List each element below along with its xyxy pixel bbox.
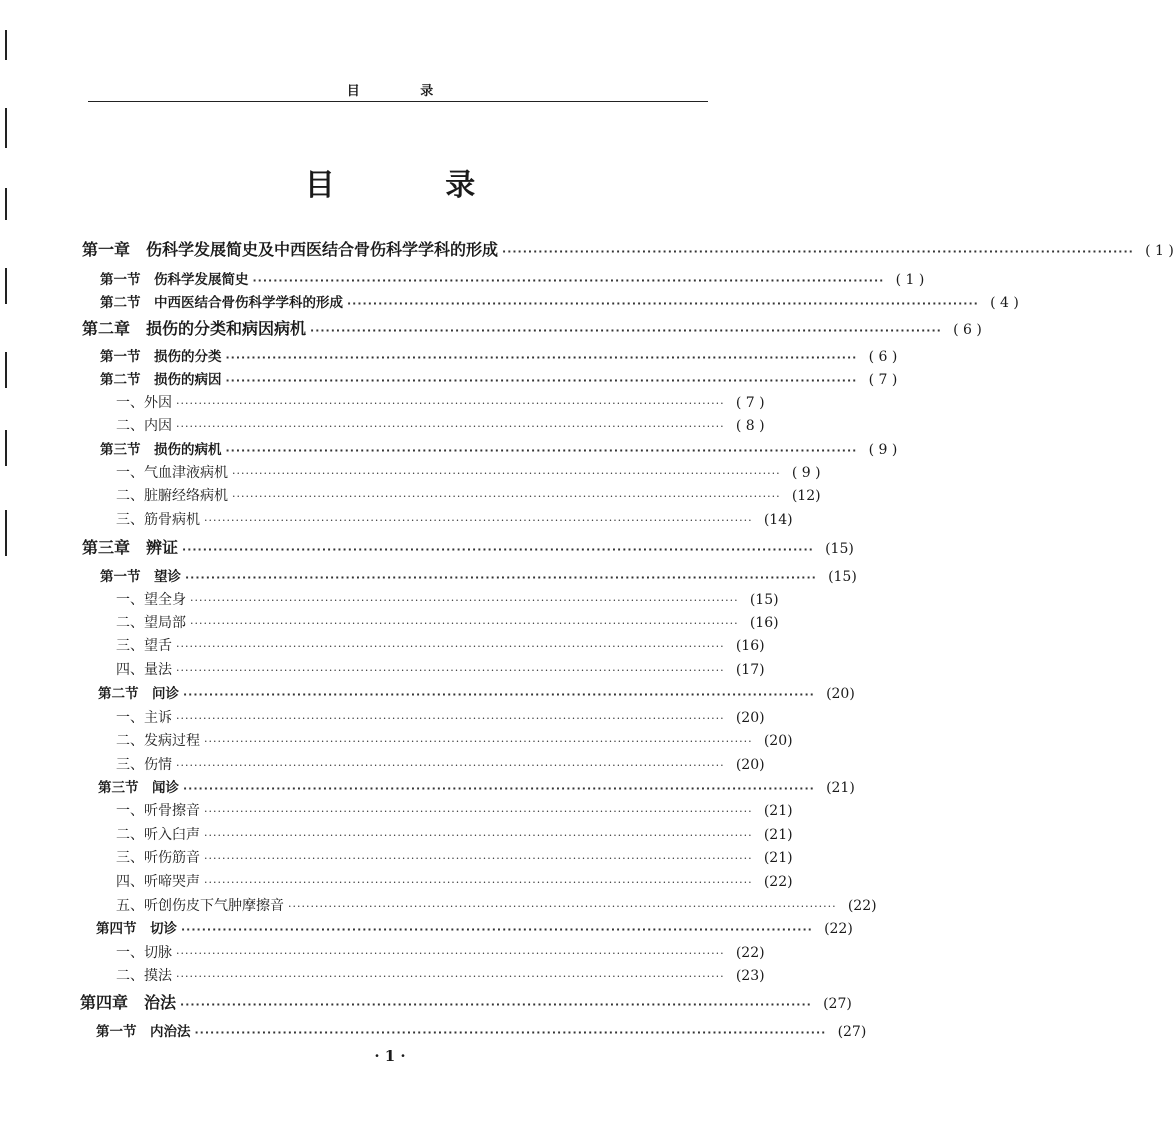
dot-leader: ·························································································································· (204, 852, 753, 865)
toc-page-number: (17) (735, 662, 765, 678)
dot-leader: ·························································································································· (252, 274, 885, 287)
toc-item[interactable] (116, 872, 793, 893)
toc-item[interactable] (116, 966, 765, 987)
toc-label: 三、听伤筋音 (116, 850, 200, 866)
toc-label: 第二章 损伤的分类和病因病机 (82, 319, 307, 338)
toc-page-number: (14) (763, 512, 793, 528)
toc-page-number: ( 9 ) (868, 442, 898, 458)
toc-page-number: ( 1 ) (1145, 243, 1174, 259)
toc-page-number: (20) (735, 710, 765, 726)
toc-chapter[interactable] (82, 538, 854, 560)
toc-item[interactable] (116, 755, 765, 776)
toc-section[interactable] (96, 919, 853, 940)
toc-page-number: (27) (823, 996, 852, 1012)
toc-item[interactable] (116, 731, 793, 752)
toc-label: 二、听入臼声 (116, 827, 200, 843)
toc-page-number: (21) (826, 780, 855, 796)
dot-leader: ·························································································································· (502, 245, 1134, 258)
toc-item[interactable] (116, 590, 779, 611)
dot-leader: ·························································································································· (176, 640, 725, 653)
toc-label: 第四章 治法 (80, 993, 177, 1012)
toc-chapter[interactable] (82, 319, 982, 341)
dot-leader: ·························································································································· (204, 514, 753, 527)
toc-page-number: ( 4 ) (990, 295, 1019, 311)
toc-section[interactable] (96, 1022, 867, 1043)
toc-page-number: (20) (763, 733, 793, 749)
toc-section[interactable] (100, 347, 898, 368)
dot-leader: ·························································································································· (176, 664, 725, 677)
toc-item[interactable] (116, 416, 765, 437)
toc-item[interactable] (116, 660, 765, 681)
toc-page-number: ( 7 ) (868, 372, 898, 388)
toc-label: 五、听创伤皮下气肿摩擦音 (116, 898, 284, 914)
toc-item[interactable] (116, 708, 765, 729)
scan-edge-mark (5, 510, 7, 556)
toc-page-number: ( 8 ) (735, 418, 765, 434)
toc-page-number: ( 6 ) (953, 322, 982, 338)
dot-leader: ·························································································································· (182, 543, 814, 556)
dot-leader: ·························································································································· (176, 712, 725, 725)
toc-page-number: (15) (828, 569, 857, 585)
dot-leader: ·························································································································· (204, 829, 753, 842)
dot-leader: ·························································································································· (180, 998, 812, 1011)
toc-label: 第四节 切诊 (96, 921, 177, 937)
toc-page-number: (22) (847, 898, 877, 914)
toc-item[interactable] (116, 510, 793, 531)
dot-leader: ·························································································································· (204, 735, 753, 748)
scan-edge-mark (5, 30, 7, 60)
toc-page-number: (16) (735, 638, 765, 654)
toc-chapter[interactable] (82, 240, 1174, 262)
toc-page-number: (22) (824, 921, 853, 937)
dot-leader: ·························································································································· (225, 374, 858, 387)
toc-label: 三、伤情 (116, 757, 172, 773)
running-header: 目 录 (346, 84, 462, 99)
toc-page-number: ( 1 ) (895, 272, 925, 288)
toc-label: 四、听啼哭声 (116, 874, 200, 890)
toc-page-number: (21) (763, 850, 793, 866)
toc-page-number: ( 9 ) (791, 465, 821, 481)
toc-label: 第一节 内治法 (96, 1024, 191, 1040)
dot-leader: ·························································································································· (176, 947, 725, 960)
toc-item[interactable] (116, 848, 793, 869)
dot-leader: ·························································································································· (232, 490, 781, 503)
dot-leader: ·························································································································· (225, 351, 858, 364)
toc-section[interactable] (100, 567, 857, 588)
dot-leader: ·························································································································· (204, 805, 753, 818)
toc-label: 一、听骨擦音 (116, 803, 200, 819)
header-rule (88, 101, 708, 102)
page-title: 目 录 (304, 168, 526, 203)
toc-label: 第一节 损伤的分类 (100, 349, 222, 365)
toc-label: 四、量法 (116, 662, 172, 678)
toc-section[interactable] (100, 293, 1019, 314)
toc-page-number: (12) (791, 488, 821, 504)
toc-page-number: ( 6 ) (868, 349, 898, 365)
page-number-footer: · 1 · (374, 1047, 406, 1065)
toc-label: 第二节 中西医结合骨伤科学学科的形成 (100, 295, 343, 311)
dot-leader: ·························································································································· (176, 970, 725, 983)
toc-page-number: (21) (763, 827, 793, 843)
dot-leader: ·························································································································· (176, 420, 725, 433)
dot-leader: ·························································································································· (310, 324, 942, 337)
toc-item[interactable] (116, 943, 765, 964)
toc-section[interactable] (100, 270, 925, 291)
dot-leader: ·························································································································· (183, 782, 815, 795)
toc-item[interactable] (116, 393, 765, 414)
toc-section[interactable] (98, 778, 855, 799)
dot-leader: ·························································································································· (183, 688, 815, 701)
toc-page-number: (15) (749, 592, 779, 608)
toc-page-number: (27) (837, 1024, 867, 1040)
toc-item[interactable] (116, 613, 779, 634)
toc-label: 三、望舌 (116, 638, 172, 654)
dot-leader: ·························································································································· (190, 594, 739, 607)
dot-leader: ·························································································································· (232, 467, 781, 480)
toc-item[interactable] (116, 896, 877, 917)
toc-label: 一、望全身 (116, 592, 186, 608)
toc-label: 第二节 损伤的病因 (100, 372, 222, 388)
toc-label: 第三节 损伤的病机 (100, 442, 222, 458)
toc-page-number: ( 7 ) (735, 395, 765, 411)
toc-item[interactable] (116, 486, 821, 507)
dot-leader: ·························································································································· (204, 876, 753, 889)
toc-label: 一、气血津液病机 (116, 465, 228, 481)
scan-edge-mark (5, 268, 7, 304)
toc-label: 二、发病过程 (116, 733, 200, 749)
toc-label: 二、脏腑经络病机 (116, 488, 228, 504)
dot-leader: ·························································································································· (181, 923, 813, 936)
toc-label: 第二节 问诊 (98, 686, 179, 702)
toc-label: 第一章 伤科学发展简史及中西医结合骨伤科学学科的形成 (82, 240, 499, 259)
toc-item[interactable] (116, 463, 821, 484)
dot-leader: ·························································································································· (185, 571, 817, 584)
dot-leader: ·························································································································· (225, 444, 858, 457)
toc-page-number: (20) (826, 686, 855, 702)
scan-edge-mark (5, 430, 7, 466)
toc-item[interactable] (116, 825, 793, 846)
toc-page-number: (23) (735, 968, 765, 984)
dot-leader: ·························································································································· (176, 397, 725, 410)
toc-section[interactable] (100, 370, 898, 391)
toc-page-number: (20) (735, 757, 765, 773)
scan-edge-mark (5, 352, 7, 388)
toc-label: 一、外因 (116, 395, 172, 411)
toc-section[interactable] (100, 440, 898, 461)
toc-item[interactable] (116, 636, 765, 657)
toc-label: 二、摸法 (116, 968, 172, 984)
toc-chapter[interactable] (80, 993, 852, 1015)
dot-leader: ·························································································································· (347, 297, 979, 310)
toc-page-number: (15) (825, 541, 854, 557)
toc-item[interactable] (116, 801, 793, 822)
dot-leader: ·························································································································· (288, 900, 837, 913)
toc-page-number: (22) (763, 874, 793, 890)
toc-label: 一、主诉 (116, 710, 172, 726)
toc-page-number: (21) (763, 803, 793, 819)
toc-label: 第一节 伤科学发展简史 (100, 272, 249, 288)
dot-leader: ·························································································································· (190, 617, 739, 630)
toc-label: 第一节 望诊 (100, 569, 181, 585)
toc-label: 一、切脉 (116, 945, 172, 961)
toc-label: 二、内因 (116, 418, 172, 434)
toc-label: 二、望局部 (116, 615, 186, 631)
toc-page-number: (16) (749, 615, 779, 631)
toc-section[interactable] (98, 684, 855, 705)
toc-label: 三、筋骨病机 (116, 512, 200, 528)
toc-page-number: (22) (735, 945, 765, 961)
dot-leader: ·························································································································· (194, 1026, 827, 1039)
dot-leader: ·························································································································· (176, 759, 725, 772)
toc-label: 第三节 闻诊 (98, 780, 179, 796)
toc-label: 第三章 辨证 (82, 538, 179, 557)
scan-edge-mark (5, 108, 7, 148)
